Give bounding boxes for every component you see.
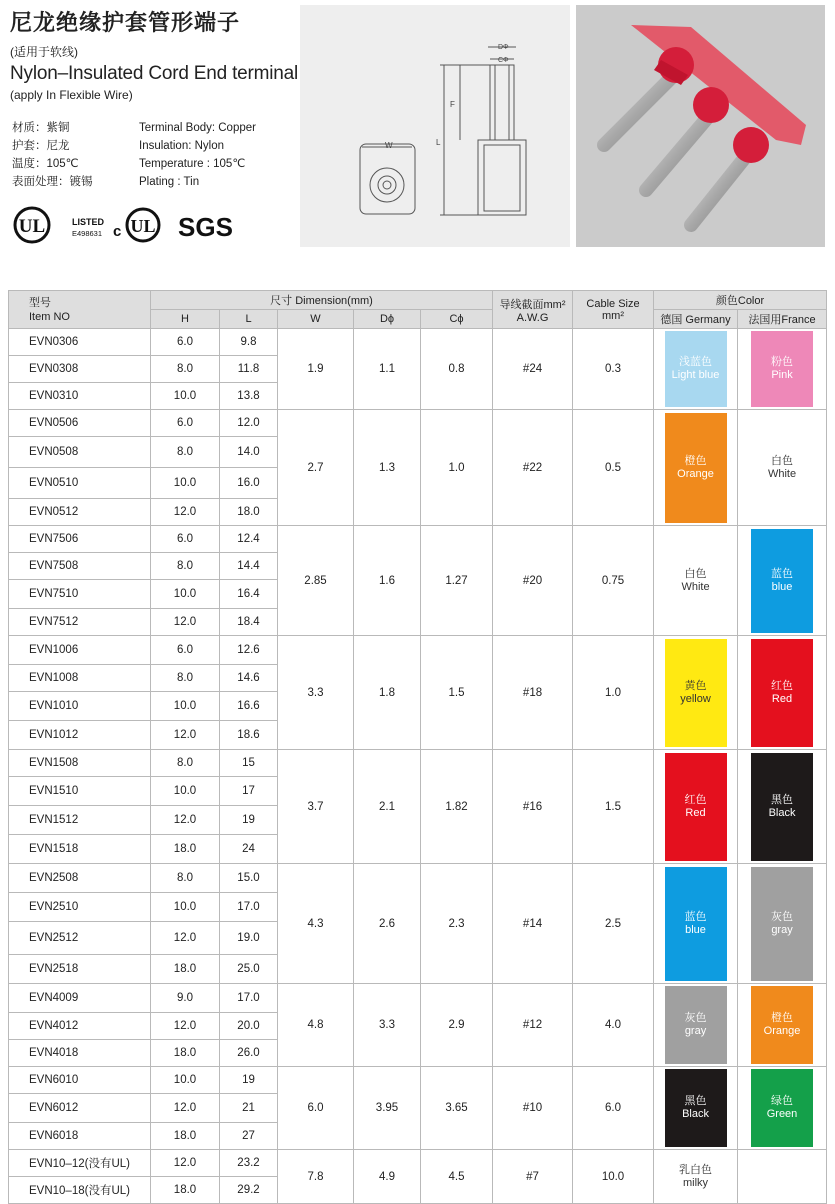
item-no-cell: EVN2508 [9,864,151,893]
header-d: Dϕ [354,310,421,329]
sgs-logo: SGS [178,212,233,242]
cable-cell: 0.5 [573,410,654,526]
item-no-cell: EVN1518 [9,835,151,864]
item-no-cell: EVN1512 [9,806,151,835]
header-cable-label: Cable Size [586,297,640,310]
h-cell: 10.0 [151,777,220,806]
header-cable-size [573,291,654,329]
f-label: F [450,100,455,109]
h-cell: 12.0 [151,922,220,955]
h-cell: 18.0 [151,835,220,864]
l-cell: 9.8 [220,329,278,356]
w-cell: 2.7 [278,410,354,526]
header-l: L [220,310,278,329]
item-no-cell: EVN4012 [9,1013,151,1040]
l-cell: 17 [220,777,278,806]
d-cell: 1.3 [354,410,421,526]
france-color-swatch [751,986,813,1064]
color-name-cn: 绿色 [771,1095,794,1107]
l-cell: 18.4 [220,609,278,636]
item-no-cell: EVN1508 [9,750,151,777]
w-label: W [385,141,393,150]
h-cell: 8.0 [151,750,220,777]
france-color-swatch [751,529,813,633]
header-item-no [9,291,151,329]
item-no-cell: EVN4009 [9,984,151,1013]
item-no-cell: EVN0308 [9,356,151,383]
c-cell: 1.5 [421,636,493,750]
header-france: 法国用France [738,310,827,329]
color-name-cn: 蓝色 [684,910,707,923]
l-cell: 17.0 [220,893,278,922]
spec-cn-insulation: 护套：尼龙 [12,140,70,152]
header-section-cn: 导线截面mm² [499,298,566,311]
color-name-en: Pink [771,369,793,381]
spec-en-insulation: Insulation: Nylon [139,140,225,152]
c-label: CΦ [498,57,509,64]
cable-cell: 10.0 [573,1150,654,1204]
h-cell: 12.0 [151,499,220,526]
header-color: 颜色Color [654,291,827,310]
spec-table [8,290,827,1204]
color-name-cn: 白色 [771,454,794,467]
color-name-en: blue [771,580,793,593]
germany-color-cell [654,984,738,1067]
h-cell: 8.0 [151,864,220,893]
color-name-en: gray [771,923,793,936]
h-cell: 10.0 [151,692,220,721]
d-cell: 1.1 [354,329,421,410]
technical-drawing [300,5,570,247]
l-cell: 18.6 [220,721,278,750]
c-cell: 1.0 [421,410,493,526]
ul-logo-text: UL [18,216,46,237]
color-name-en: Red [771,692,793,705]
france-color-cell [738,636,827,750]
awg-cell: #14 [493,864,573,984]
item-no-cell: EVN0512 [9,499,151,526]
l-cell: 12.4 [220,526,278,553]
header-model-en: Item NO [29,310,70,323]
color-name-cn: 红色 [684,793,707,806]
d-cell: 1.8 [354,636,421,750]
c-mark: c [113,223,122,240]
w-cell: 2.85 [278,526,354,636]
spec-cn-material: 材质：紫铜 [12,122,70,134]
item-no-cell: EVN6018 [9,1123,151,1150]
germany-color-cell [654,1067,738,1150]
table-row [9,984,827,1013]
item-no-cell: EVN1510 [9,777,151,806]
item-no-cell: EVN10–18(没有UL) [9,1177,151,1204]
specs-chinese [12,119,93,191]
h-cell: 18.0 [151,1123,220,1150]
awg-cell: #12 [493,984,573,1067]
germany-color-cell [654,636,738,750]
france-color-cell [738,1150,827,1204]
color-name-en: gray [684,1025,707,1037]
ul-logo [15,208,49,242]
germany-color-swatch [665,753,727,861]
h-cell: 12.0 [151,1094,220,1123]
l-cell: 25.0 [220,955,278,984]
germany-color-swatch [665,1152,727,1202]
d-cell: 2.1 [354,750,421,864]
germany-color-cell [654,526,738,636]
c-cell: 1.27 [421,526,493,636]
france-color-cell [738,750,827,864]
c-cell: 2.3 [421,864,493,984]
item-no-cell: EVN7506 [9,526,151,553]
table-row [9,636,827,665]
france-color-swatch [751,867,813,981]
w-cell: 4.3 [278,864,354,984]
color-name-en: White [767,467,797,480]
d-label: DΦ [498,44,509,51]
color-name-cn: 白色 [684,567,707,580]
item-no-cell: EVN7508 [9,553,151,580]
color-name-cn: 黑色 [684,1095,707,1107]
color-name-en: Black [768,806,796,819]
awg-cell: #24 [493,329,573,410]
certification-logos [10,205,250,245]
l-cell: 11.8 [220,356,278,383]
header-h: H [151,310,220,329]
h-cell: 6.0 [151,526,220,553]
header-dimension: 尺寸 Dimension(mm) [151,291,493,310]
spec-cn-temperature: 温度：105℃ [12,158,79,170]
item-no-cell: EVN7510 [9,580,151,609]
w-cell: 7.8 [278,1150,354,1204]
awg-cell: #22 [493,410,573,526]
product-photo [576,5,825,247]
l-cell: 14.6 [220,665,278,692]
h-cell: 8.0 [151,665,220,692]
c-cell: 2.9 [421,984,493,1067]
l-cell: 18.0 [220,499,278,526]
l-cell: 16.4 [220,580,278,609]
table-row [9,1067,827,1094]
awg-cell: #16 [493,750,573,864]
cable-cell: 2.5 [573,864,654,984]
france-color-swatch [751,413,813,523]
france-color-cell [738,329,827,410]
item-no-cell: EVN4018 [9,1040,151,1067]
item-no-cell: EVN0510 [9,468,151,499]
item-no-cell: EVN1006 [9,636,151,665]
table-row [9,329,827,356]
item-no-cell: EVN2518 [9,955,151,984]
awg-cell: #10 [493,1067,573,1150]
color-name-cn: 浅蓝色 [679,356,713,368]
l-cell: 12.0 [220,410,278,437]
color-name-en: Black [682,1108,709,1120]
l-cell: 21 [220,1094,278,1123]
l-cell: 23.2 [220,1150,278,1177]
item-no-cell: EVN1010 [9,692,151,721]
color-name-en: White [681,580,710,593]
germany-color-cell [654,864,738,984]
title-english: Nylon–Insulated Cord End terminal [10,63,299,84]
subtitle-english: (apply In Flexible Wire) [10,88,133,102]
l-cell: 24 [220,835,278,864]
cable-cell: 1.5 [573,750,654,864]
germany-color-swatch [665,867,727,981]
color-name-en: Orange [677,467,714,480]
l-cell: 13.8 [220,383,278,410]
color-name-en: milky [682,1176,709,1189]
h-cell: 10.0 [151,893,220,922]
l-cell: 20.0 [220,1013,278,1040]
listed-label: LISTED [72,217,105,227]
c-cell: 1.82 [421,750,493,864]
item-no-cell: EVN2510 [9,893,151,922]
d-cell: 4.9 [354,1150,421,1204]
header-model-cn: 型号 [29,296,51,309]
w-cell: 3.7 [278,750,354,864]
germany-color-swatch [665,1069,727,1147]
header-germany: 德国 Germany [654,310,738,329]
w-cell: 3.3 [278,636,354,750]
l-cell: 16.0 [220,468,278,499]
w-cell: 1.9 [278,329,354,410]
specs-english [139,119,256,191]
color-name-en: yellow [680,692,711,705]
h-cell: 12.0 [151,806,220,835]
l-cell: 15 [220,750,278,777]
l-cell: 19 [220,1067,278,1094]
item-no-cell: EVN0508 [9,437,151,468]
color-name-en: blue [685,923,706,936]
d-cell: 1.6 [354,526,421,636]
item-no-cell: EVN0506 [9,410,151,437]
item-no-cell: EVN2512 [9,922,151,955]
c-cell: 4.5 [421,1150,493,1204]
c-cell: 3.65 [421,1067,493,1150]
header-c: Cϕ [421,310,493,329]
h-cell: 6.0 [151,636,220,665]
l-cell: 12.6 [220,636,278,665]
item-no-cell: EVN10–12(没有UL) [9,1150,151,1177]
germany-color-swatch [665,986,727,1064]
awg-cell: #18 [493,636,573,750]
awg-cell: #7 [493,1150,573,1204]
table-row [9,1150,827,1177]
awg-cell: #20 [493,526,573,636]
w-cell: 4.8 [278,984,354,1067]
c-cell: 0.8 [421,329,493,410]
d-cell: 2.6 [354,864,421,984]
color-name-cn: 红色 [771,679,794,692]
germany-color-cell [654,410,738,526]
france-color-cell [738,526,827,636]
d-cell: 3.95 [354,1067,421,1150]
germany-color-swatch [665,639,727,747]
color-name-cn: 橙色 [684,454,707,467]
file-number: E498631 [72,229,103,238]
spec-en-material: Terminal Body: Copper [139,122,256,134]
france-color-swatch [751,1069,813,1147]
cable-cell: 4.0 [573,984,654,1067]
item-no-cell: EVN1008 [9,665,151,692]
item-no-cell: EVN0310 [9,383,151,410]
cable-cell: 0.3 [573,329,654,410]
h-cell: 12.0 [151,1150,220,1177]
h-cell: 18.0 [151,955,220,984]
l-cell: 17.0 [220,984,278,1013]
l-cell: 19.0 [220,922,278,955]
h-cell: 8.0 [151,437,220,468]
h-cell: 12.0 [151,721,220,750]
subtitle-chinese: (适用于软线) [10,45,78,59]
color-name-en: Light blue [671,369,720,381]
l-cell: 26.0 [220,1040,278,1067]
germany-color-cell [654,1150,738,1204]
h-cell: 18.0 [151,1040,220,1067]
l-cell: 14.0 [220,437,278,468]
l-cell: 27 [220,1123,278,1150]
color-name-cn: 粉色 [771,356,794,368]
cul-logo-text: UL [130,216,156,236]
france-color-swatch [751,331,813,407]
france-color-cell [738,984,827,1067]
color-name-cn: 黑色 [771,793,794,806]
table-row [9,864,827,893]
h-cell: 10.0 [151,1067,220,1094]
table-row [9,526,827,553]
cable-cell: 1.0 [573,636,654,750]
title-chinese: 尼龙绝缘护套管形端子 [10,10,241,35]
france-color-swatch [751,639,813,747]
color-name-cn: 蓝色 [771,567,794,580]
germany-color-swatch [665,331,727,407]
color-name-en: Red [685,806,706,819]
germany-color-cell [654,750,738,864]
h-cell: 10.0 [151,580,220,609]
header-awg-label: A.W.G [516,311,549,324]
h-cell: 10.0 [151,468,220,499]
h-cell: 8.0 [151,356,220,383]
france-color-cell [738,410,827,526]
germany-color-cell [654,329,738,410]
spec-en-plating: Plating : Tin [139,176,200,188]
l-cell: 14.4 [220,553,278,580]
h-cell: 6.0 [151,410,220,437]
header-w: W [278,310,354,329]
l-cell: 19 [220,806,278,835]
spec-en-temperature: Temperature : 105℃ [139,158,246,170]
h-cell: 10.0 [151,383,220,410]
l-cell: 16.6 [220,692,278,721]
germany-color-swatch [665,529,727,633]
cable-cell: 0.75 [573,526,654,636]
l-cell: 29.2 [220,1177,278,1204]
cable-cell: 6.0 [573,1067,654,1150]
france-color-cell [738,864,827,984]
table-row [9,750,827,777]
l-cell: 15.0 [220,864,278,893]
color-name-cn: 乳白色 [679,1163,713,1176]
france-color-cell [738,1067,827,1150]
item-no-cell: EVN6012 [9,1094,151,1123]
w-cell: 6.0 [278,1067,354,1150]
item-no-cell: EVN1012 [9,721,151,750]
germany-color-swatch [665,413,727,523]
h-cell: 9.0 [151,984,220,1013]
header-cable-unit: mm² [602,309,625,322]
color-name-en: Green [766,1108,798,1120]
h-cell: 18.0 [151,1177,220,1204]
table-row [9,410,827,437]
l-label: L [436,138,441,147]
item-no-cell: EVN7512 [9,609,151,636]
france-color-swatch [751,753,813,861]
item-no-cell: EVN6010 [9,1067,151,1094]
d-cell: 3.3 [354,984,421,1067]
h-cell: 12.0 [151,1013,220,1040]
color-name-cn: 黄色 [684,679,707,692]
cul-logo [127,209,159,241]
color-name-cn: 橙色 [771,1012,794,1024]
spec-cn-plating: 表面处理：镀锡 [12,176,93,188]
h-cell: 12.0 [151,609,220,636]
item-no-cell: EVN0306 [9,329,151,356]
h-cell: 8.0 [151,553,220,580]
color-name-cn: 灰色 [684,1012,707,1024]
color-name-cn: 灰色 [771,910,794,923]
h-cell: 6.0 [151,329,220,356]
color-name-en: Orange [763,1025,801,1037]
header-awg [493,291,573,329]
